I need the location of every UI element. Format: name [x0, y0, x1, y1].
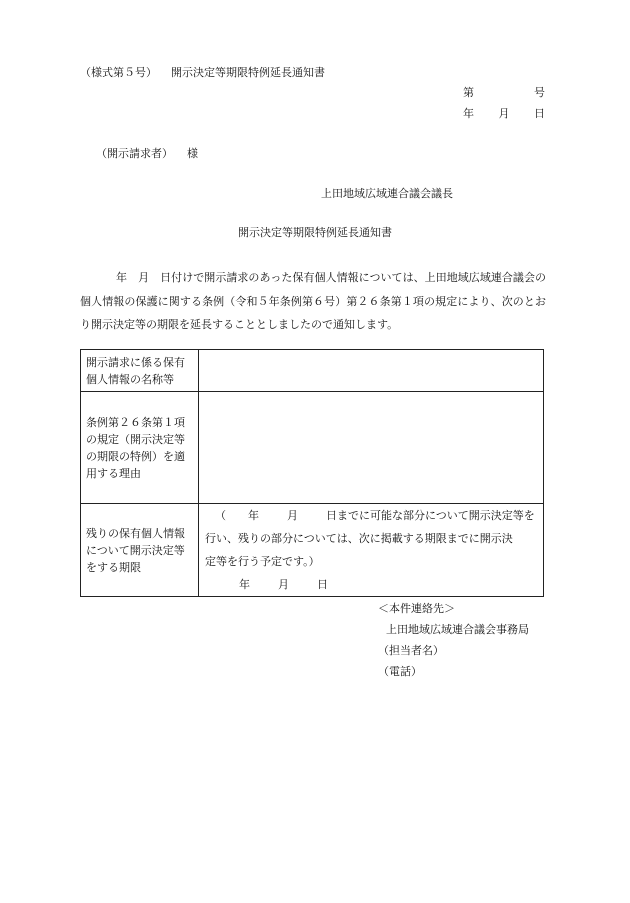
- table-row: [81, 392, 544, 504]
- row-value-info-name: [199, 350, 544, 392]
- contact-office: 上田地域広域連合議会事務局: [386, 623, 529, 636]
- document-number-suffix: 号: [534, 86, 545, 99]
- date-day: 日: [534, 107, 545, 120]
- date-month: 月: [498, 107, 510, 120]
- addressee: [96, 147, 198, 160]
- info-table: [80, 349, 544, 597]
- contact-phone: （電話）: [378, 665, 422, 678]
- row-label-deadline: 残りの保有個人情報について開示決定等をする期限: [81, 504, 199, 597]
- final-date-month: 月: [278, 578, 289, 591]
- document-number: [463, 86, 545, 99]
- row-label-reason: 条例第２６条第１項の規定（開示決定等の期限の特例）を適用する理由: [81, 392, 199, 504]
- document-date: [463, 107, 545, 120]
- final-date-day: 日: [317, 578, 328, 591]
- contact-person: （担当者名）: [378, 644, 444, 657]
- contact-block: [378, 598, 529, 682]
- final-date-year: 年: [239, 578, 250, 591]
- deadline-line-2: 行い、残りの部分については、次に掲載する期限までに開示決: [205, 532, 513, 545]
- form-number: （様式第５号）: [80, 66, 157, 79]
- deadline-paren-open: （: [215, 509, 226, 522]
- deadline-final-date: [199, 573, 543, 596]
- deadline-month: 月: [287, 509, 298, 522]
- document-title: 開示決定等期限特例延長通知書: [238, 226, 392, 239]
- deadline-year: 年: [248, 509, 259, 522]
- deadline-line-3: 定等を行う予定です。）: [205, 555, 320, 568]
- row-value-reason: [199, 392, 544, 504]
- addressee-honorific: 様: [187, 147, 198, 160]
- document-number-prefix: 第: [463, 86, 474, 99]
- contact-heading: ＜本件連絡先＞: [378, 602, 455, 615]
- row-value-deadline: [199, 504, 544, 597]
- sender: 上田地域広域連合議会議長: [321, 187, 453, 200]
- deadline-line-1: [199, 504, 543, 527]
- addressee-name: （開示請求者）: [96, 147, 173, 160]
- form-header: [80, 66, 325, 79]
- body-text: 年 月 日付けで開示請求のあった保有個人情報については、上田地域広域連合議会の個人情報の保護に関する条例（令和５年条例第６号）第２６条第１項の規定により、次のとおり開示決定等の期限を延長することとしましたので通知します。: [80, 271, 546, 331]
- table-row: [81, 350, 544, 392]
- form-title: 開示決定等期限特例延長通知書: [171, 66, 325, 79]
- table-row: [81, 504, 544, 597]
- deadline-line-1-tail: 日までに可能な部分について開示決定等を: [326, 509, 535, 522]
- date-year: 年: [463, 107, 474, 120]
- row-label-info-name: 開示請求に係る保有個人情報の名称等: [81, 350, 199, 392]
